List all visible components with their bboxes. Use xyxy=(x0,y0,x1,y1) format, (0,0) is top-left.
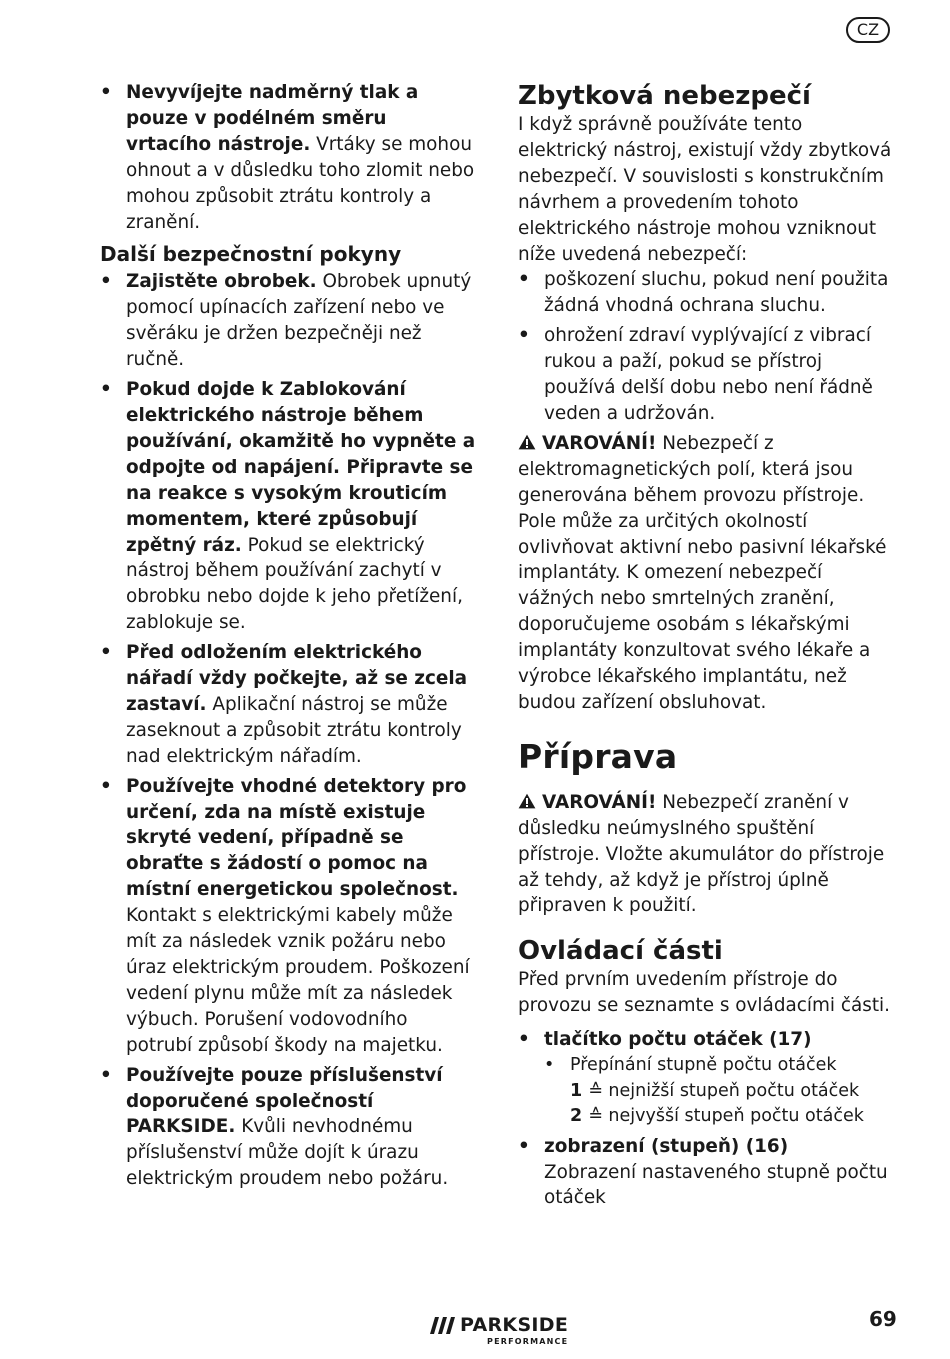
warning-unintended-start xyxy=(518,790,892,920)
bullet-bold-text: Zajistěte obrobek. xyxy=(126,271,317,293)
list-item: • poškození sluchu, pokud není použita žádná vhodná ochrana sluchu. xyxy=(518,267,892,319)
warning-triangle-icon xyxy=(518,434,536,450)
controls-intro: Před prvním uvedením přístroje do provozu se seznamte s ovládacími části. xyxy=(518,969,890,1017)
speed-level-text: ≙ nejvyšší stupeň počtu otáček xyxy=(588,1106,864,1127)
bullet-bold-text: Před odložením elektrického nářadí vždy počkejte, až se zcela zastaví. xyxy=(126,642,468,715)
bullet-text: Pokud se elektrický nástroj během používání zachytí v obrobku nebo dojde k jeho přetížení, zablokuje se. xyxy=(126,534,463,634)
bullet-bold-text: Pokud dojde k Zablokování elektrického nástroje během používání, okamžitě ho vypněte a odpojte od napájení. Připravte se na reakce s vysokým krouticím momentem, které způsobují zpětný ráz. xyxy=(126,379,476,556)
list-item xyxy=(100,80,478,235)
list-item xyxy=(100,269,478,373)
safety-list xyxy=(100,269,478,1192)
preparation-heading: Příprava xyxy=(518,736,678,776)
bullet-text: Aplikační nástroj se může zaseknout a způsobit ztrátu kontroly nad elektrickým nářadím. xyxy=(126,693,462,767)
warning-text: Nebezpečí zranění v důsledku neúmyslného spuštění přístroje. Vložte akumulátor do přístroje až tehdy, až když je přístroj úplně připraven k použití. xyxy=(518,791,885,917)
list-item xyxy=(518,1027,892,1129)
warning-emf xyxy=(518,431,892,716)
bullet-bold-text: Nevyvíjejte nadměrný tlak a pouze v podélném směru vrtacího nástroje. xyxy=(126,82,419,155)
page-number: 69 xyxy=(869,1307,897,1331)
logo-slashes-icon xyxy=(430,1317,456,1334)
residual-risks-list xyxy=(518,267,892,426)
bullet-bold-text: Používejte vhodné detektory pro určení, zda na místě existuje skryté vedení, případně se obraťte s žádostí o pomoc na místní energetickou společnost. xyxy=(126,775,467,901)
residual-risks-intro: I když správně používáte tento elektrický nástroj, existují vždy zbytková nebezpečí. V souvislosti s konstrukčním návrhem a provedením tohoto elektrického nástroje mohou vzniknout níže uvedená nebezpečí: xyxy=(518,114,892,265)
warning-label: VAROVÁNÍ! xyxy=(542,432,657,454)
list-item xyxy=(100,1063,478,1193)
speed-level-line xyxy=(544,1079,892,1105)
further-safety-heading: Další bezpečnostní pokyny xyxy=(100,242,402,267)
list-item xyxy=(100,774,478,1059)
bullet-text: Kvůli nevhodnému příslušenství může dojít k úrazu elektrickým proudem nebo požáru. xyxy=(126,1116,449,1190)
bullet-text: Vrtáky se mohou ohnout a v důsledku toho zlomit nebo mohou způsobit ztrátu kontroly a zranění. xyxy=(126,133,475,233)
list-item xyxy=(100,640,478,770)
warning-text: Nebezpečí z elektromagnetických polí, která jsou generována během provozu přístroje. Pole může za určitých okolností ovlivňovat aktivní nebo pasivní lékařské implantáty. K omezení nebezpečí vážných nebo smrtelných zranění, doporučujeme osobám s lékařskými implantáty konzultovat svého lékaře a výrobce lékařského implantátu, než budou zařízení obsluhovat. xyxy=(518,432,887,713)
brand-subtitle: PERFORMANCE xyxy=(487,1337,569,1346)
sub-list xyxy=(544,1053,892,1079)
controls-heading: Ovládací části xyxy=(518,936,723,967)
speed-level-number: 1 xyxy=(570,1080,583,1101)
control-description: Zobrazení nastaveného stupně počtu otáček xyxy=(544,1161,888,1209)
residual-risks-heading: Zbytková nebezpečí xyxy=(518,81,811,111)
warning-triangle-icon xyxy=(518,793,536,809)
control-title: tlačítko počtu otáček (17) xyxy=(544,1029,812,1051)
parkside-logo xyxy=(430,1314,590,1350)
bullet-text: Kontakt s elektrickými kabely může mít za následek vznik požáru nebo úraz elektrickým proudem. Poškození vedení plynu může mít za následek výbuch. Porušení vodovodního potrubí způsobí škody na majetku. xyxy=(126,905,470,1056)
speed-level-number: 2 xyxy=(570,1106,583,1127)
controls-list xyxy=(518,1027,892,1211)
left-column xyxy=(100,80,478,1196)
speed-level-line xyxy=(544,1104,892,1130)
brand-name: PARKSIDE xyxy=(460,1314,569,1336)
speed-level-text: ≙ nejnižší stupeň počtu otáček xyxy=(588,1080,860,1101)
bullet-bold-text: Používejte pouze příslušenství doporučené společností PARKSIDE. xyxy=(126,1064,443,1138)
right-column xyxy=(518,80,892,1215)
language-badge: CZ xyxy=(846,17,890,43)
warning-label: VAROVÁNÍ! xyxy=(542,791,657,813)
bullet-text: Obrobek upnutý pomocí upínacích zařízení nebo ve svěráku je držen bezpečněji než ručně. xyxy=(126,271,472,371)
list-item: • ohrožení zdraví vyplývající z vibrací rukou a paží, pokud se přístroj používá delší dobu nebo není řádně veden a udržován. xyxy=(518,323,892,427)
list-item xyxy=(518,1134,892,1212)
control-title: zobrazení (stupeň) (16) xyxy=(544,1135,789,1157)
sub-list-item: • Přepínání stupně počtu otáček xyxy=(544,1053,892,1079)
safety-list-top xyxy=(100,80,478,235)
list-item xyxy=(100,377,478,636)
